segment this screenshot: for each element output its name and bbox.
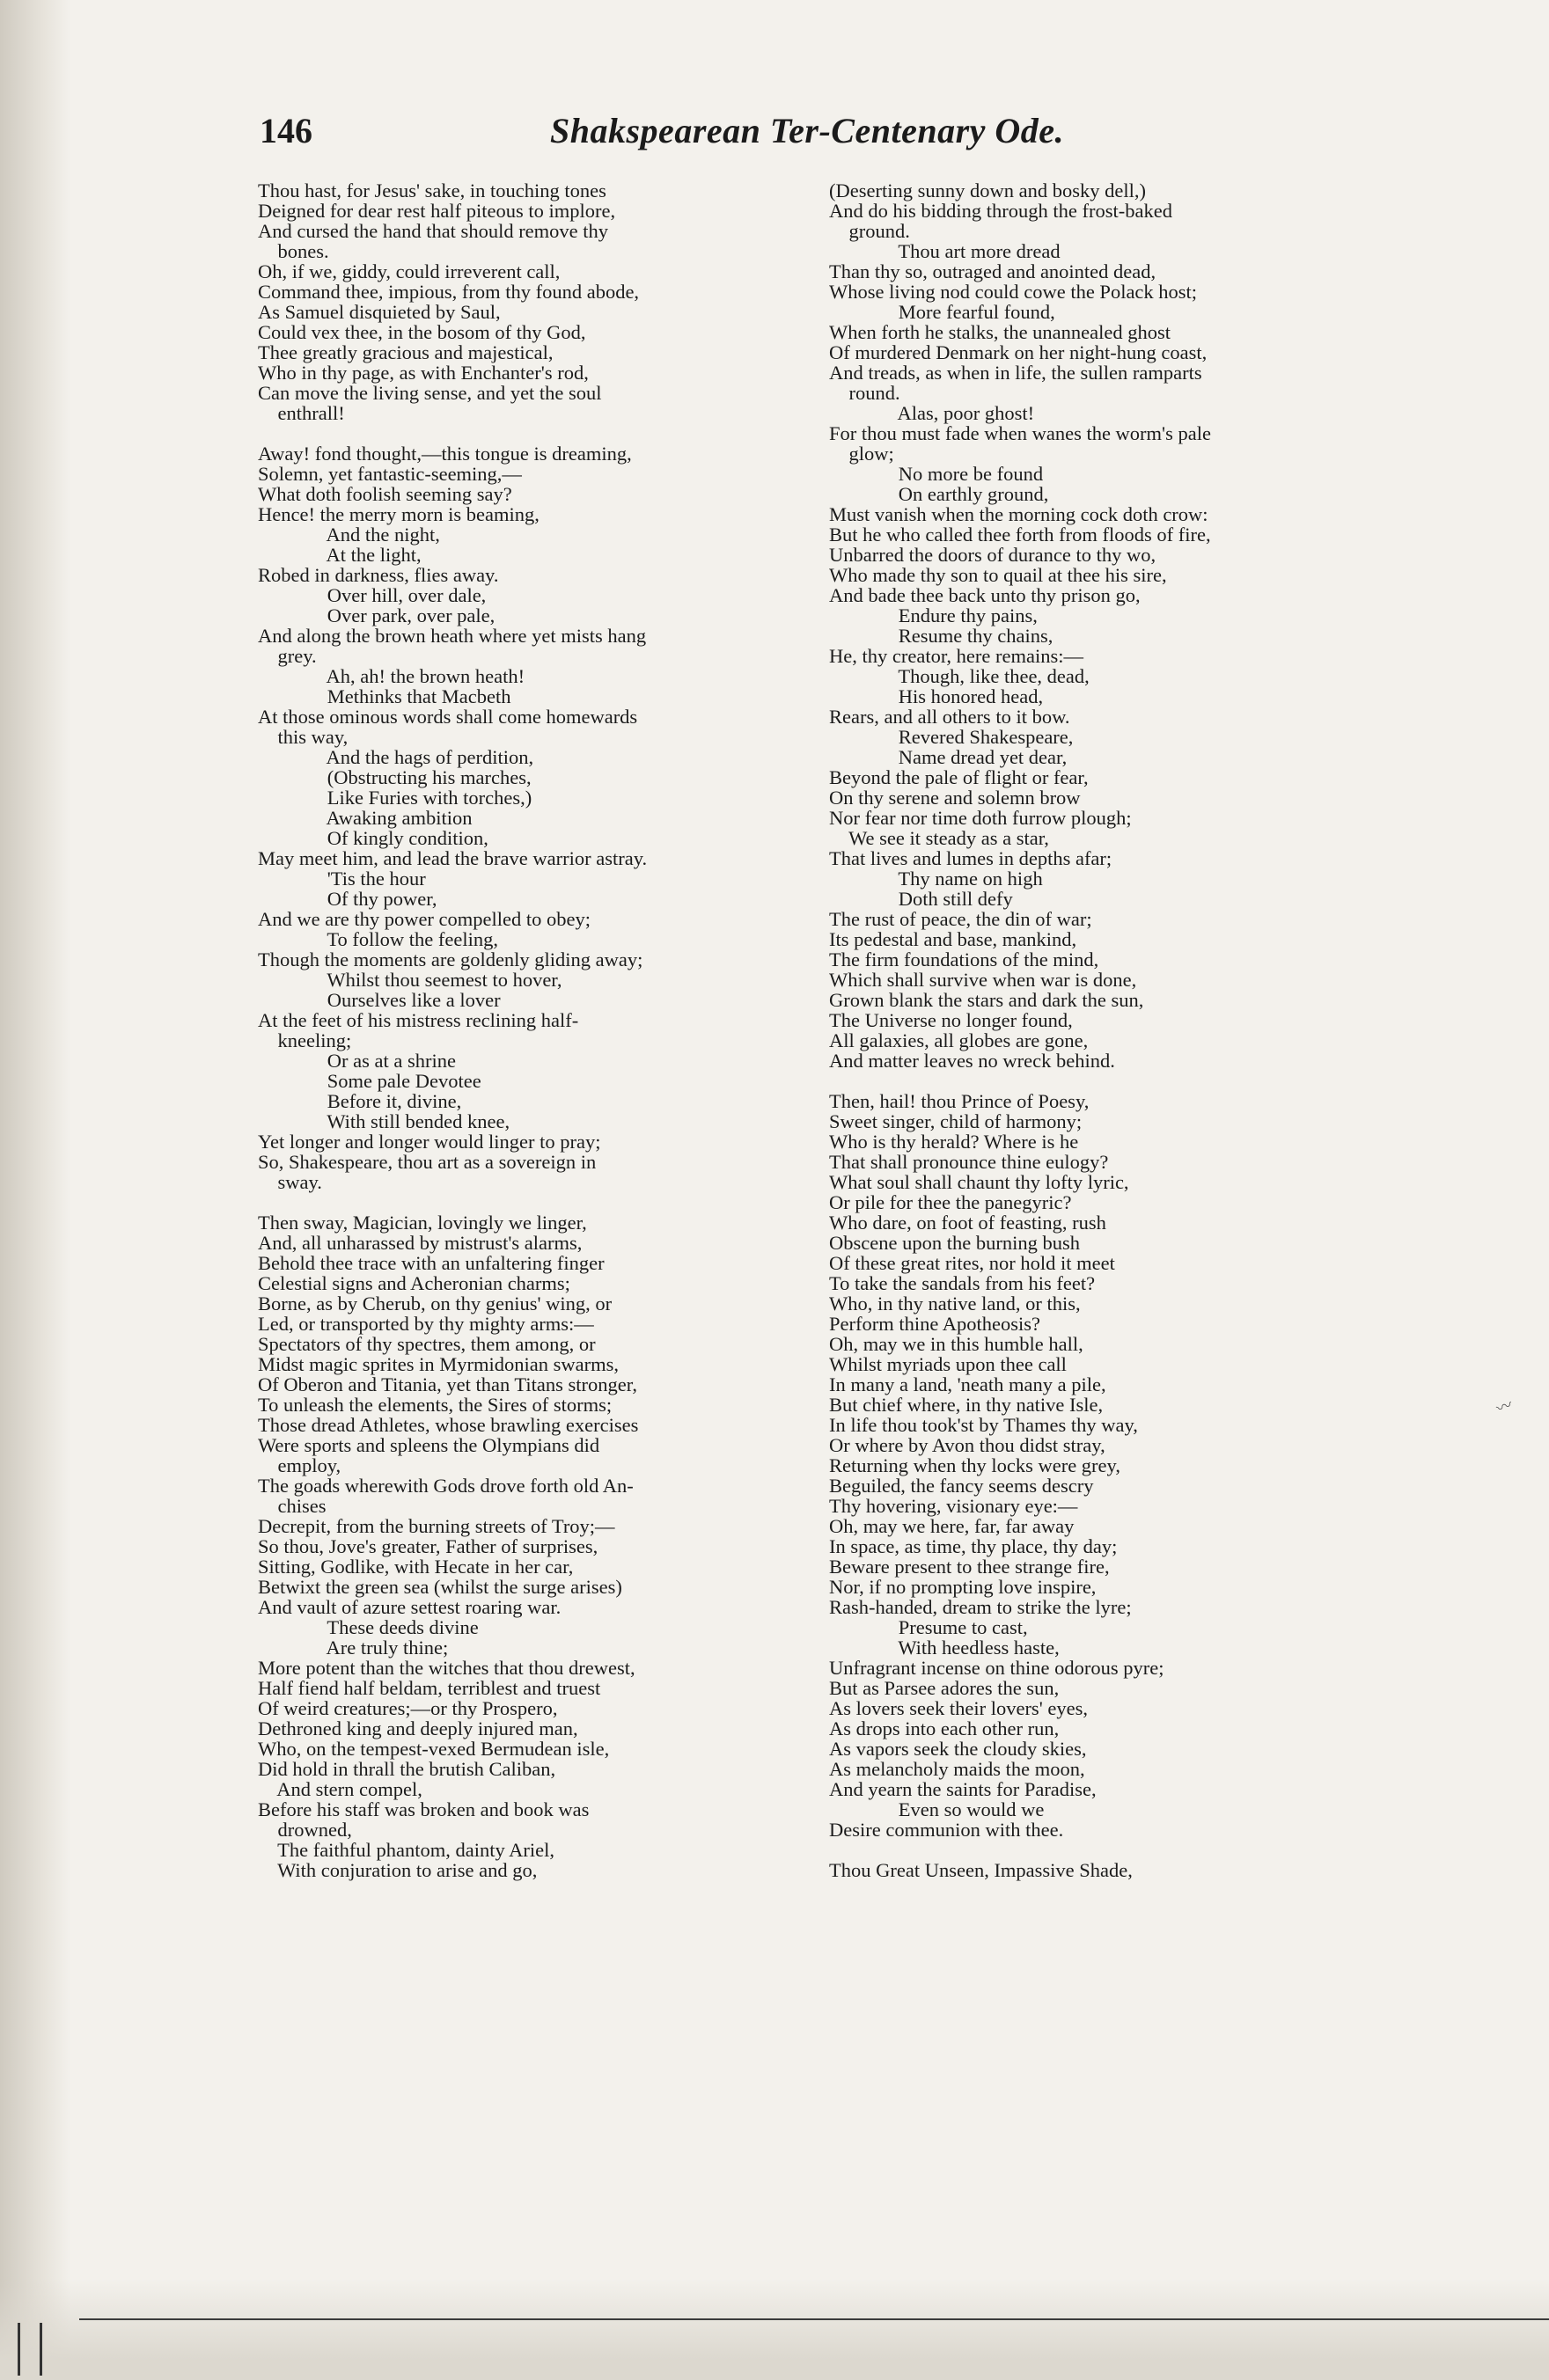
poem-line: What soul shall chaunt thy lofty lyric, <box>829 1171 1129 1193</box>
poem-line: At the feet of his mistress reclining half- <box>258 1009 579 1031</box>
poem-line: kneeling; <box>258 1029 352 1051</box>
poem-line: Who in thy page, as with Enchanter's rod, <box>258 362 589 384</box>
stray-ink-mark: 〰 <box>1494 1395 1516 1418</box>
poem-line: Even so would we <box>829 1798 1045 1820</box>
poem-line: Thy name on high <box>829 868 1043 890</box>
page-number: 146 <box>260 111 312 150</box>
poem-line: Celestial signs and Acheronian charms; <box>258 1272 570 1294</box>
poem-line: Over park, over pale, <box>258 604 496 626</box>
poem-line: As melancholy maids the moon, <box>829 1758 1085 1780</box>
poem-line: Awaking ambition <box>258 807 473 829</box>
poem-line: And cursed the hand that should remove thy <box>258 220 609 242</box>
poem-line: Thou Great Unseen, Impassive Shade, <box>829 1859 1133 1881</box>
poem-line: Revered Shakespeare, <box>829 726 1074 748</box>
poem-line: On earthly ground, <box>829 483 1049 505</box>
poem-line: drowned, <box>258 1819 352 1841</box>
poem-line <box>829 1840 1384 1860</box>
poem-line: Though the moments are goldenly gliding away; <box>258 948 643 970</box>
poem-line: Alas, poor ghost! <box>829 402 1035 424</box>
page-gutter-shadow <box>0 0 70 2380</box>
poem-line: Or pile for thee the panegyric? <box>829 1191 1072 1213</box>
poem-line: Nor, if no prompting love inspire, <box>829 1576 1097 1598</box>
poem-line: But as Parsee adores the sun, <box>829 1677 1060 1699</box>
poem-line: More potent than the witches that thou drewest, <box>258 1657 635 1679</box>
poem-line: Grown blank the stars and dark the sun, <box>829 989 1144 1011</box>
poem-line: He, thy creator, here remains:— <box>829 645 1083 667</box>
poem-line: Rash-handed, dream to strike the lyre; <box>829 1596 1132 1618</box>
poem-line: Before it, divine, <box>258 1090 462 1112</box>
poem-line: Beguiled, the fancy seems descry <box>829 1475 1094 1497</box>
poem-line: Decrepit, from the burning streets of Troy;— <box>258 1515 615 1537</box>
poem-line: 'Tis the hour <box>258 868 426 890</box>
poem-line: Sweet singer, child of harmony; <box>829 1110 1083 1132</box>
poem-line: Betwixt the green sea (whilst the surge arises) <box>258 1576 622 1598</box>
poem-line: Then sway, Magician, lovingly we linger, <box>258 1212 587 1234</box>
poem-line: bones. <box>258 240 329 262</box>
poem-line <box>258 1192 786 1212</box>
poem-line: That lives and lumes in depths afar; <box>829 847 1112 869</box>
poem-line <box>829 1071 1384 1091</box>
poem-line: Of thy power, <box>258 888 437 910</box>
poem-line: As vapors seek the cloudy skies, <box>829 1738 1087 1760</box>
poem-line: Can move the living sense, and yet the soul <box>258 382 602 404</box>
poem-line: But chief where, in thy native Isle, <box>829 1394 1104 1416</box>
poem-line: Presume to cast, <box>829 1616 1028 1638</box>
poem-line: chises <box>258 1495 327 1517</box>
left-column <box>258 180 786 1880</box>
poem-line: Oh, may we here, far, far away <box>829 1515 1075 1537</box>
page-header <box>260 110 1333 163</box>
page-bottom-shadow <box>0 2279 1549 2380</box>
poem-line: Solemn, yet fantastic-seeming,— <box>258 463 522 485</box>
poem-line: The firm foundations of the mind, <box>829 948 1099 970</box>
poem-line: And matter leaves no wreck behind. <box>829 1050 1115 1072</box>
poem-line: Spectators of thy spectres, them among, or <box>258 1333 596 1355</box>
poem-line: And do his bidding through the frost-baked <box>829 200 1172 222</box>
poem-line: As Samuel disquieted by Saul, <box>258 301 501 323</box>
poem-line: Of murdered Denmark on her night-hung coast, <box>829 341 1208 363</box>
poem-line: And bade thee back unto thy prison go, <box>829 584 1141 606</box>
poem-line: As drops into each other run, <box>829 1717 1060 1739</box>
poem-line: Oh, if we, giddy, could irreverent call, <box>258 260 561 282</box>
poem-line: glow; <box>829 443 894 465</box>
poem-line: Deigned for dear rest half piteous to implore, <box>258 200 616 222</box>
bottom-rule <box>79 2318 1549 2320</box>
poem-line: Thee greatly gracious and majestical, <box>258 341 554 363</box>
poem-line <box>258 423 786 443</box>
poem-line: Could vex thee, in the bosom of thy God, <box>258 321 586 343</box>
poem-line: With heedless haste, <box>829 1637 1060 1659</box>
poem-line: That shall pronounce thine eulogy? <box>829 1151 1109 1173</box>
poem-line: Its pedestal and base, mankind, <box>829 928 1077 950</box>
poem-line: And stern compel, <box>258 1778 422 1800</box>
right-column <box>829 180 1384 1880</box>
poem-line: round. <box>829 382 900 404</box>
poem-line: Behold thee trace with an unfaltering finger <box>258 1252 605 1274</box>
poem-line: Name dread yet dear, <box>829 746 1068 768</box>
poem-line: And the night, <box>258 524 440 546</box>
poem-line: But he who called thee forth from floods of fire, <box>829 524 1211 546</box>
poem-line: Yet longer and longer would linger to pray; <box>258 1131 601 1153</box>
poem-line: Who, on the tempest-vexed Bermudean isle, <box>258 1738 610 1760</box>
poem-line: The rust of peace, the din of war; <box>829 908 1092 930</box>
poem-line: Dethroned king and deeply injured man, <box>258 1717 578 1739</box>
poem-line: Which shall survive when war is done, <box>829 969 1137 991</box>
poem-line: Whose living nod could cowe the Polack host; <box>829 281 1198 303</box>
poem-line: Midst magic sprites in Myrmidonian swarms, <box>258 1353 619 1375</box>
poem-line: We see it steady as a star, <box>829 827 1049 849</box>
poem-line: Or as at a shrine <box>258 1050 456 1072</box>
poem-line: Nor fear nor time doth furrow plough; <box>829 807 1132 829</box>
poem-line: And the hags of perdition, <box>258 746 534 768</box>
poem-line: And, all unharassed by mistrust's alarms, <box>258 1232 583 1254</box>
poem-line: Ah, ah! the brown heath! <box>258 665 525 687</box>
poem-line: More fearful found, <box>829 301 1055 323</box>
poem-line: These deeds divine <box>258 1616 479 1638</box>
poem-line: Led, or transported by thy mighty arms:— <box>258 1313 594 1335</box>
poem-line: And vault of azure settest roaring war. <box>258 1596 562 1618</box>
poem-line: The faithful phantom, dainty Ariel, <box>258 1839 555 1861</box>
poem-line: So, Shakespeare, thou art as a sovereign in <box>258 1151 597 1173</box>
poem-line: Thou hast, for Jesus' sake, in touching tones <box>258 179 606 201</box>
poem-line: Thou art more dread <box>829 240 1061 262</box>
poem-line: Endure thy pains, <box>829 604 1038 626</box>
poem-line: And treads, as when in life, the sullen ramparts <box>829 362 1202 384</box>
poem-line: Borne, as by Cherub, on thy genius' wing, or <box>258 1293 613 1314</box>
poem-line: In life thou took'st by Thames thy way, <box>829 1414 1138 1436</box>
poem-line: Resume thy chains, <box>829 625 1053 647</box>
poem-line: Of these great rites, nor hold it meet <box>829 1252 1115 1274</box>
poem-line: Were sports and spleens the Olympians did <box>258 1434 600 1456</box>
poem-line: In many a land, 'neath many a pile, <box>829 1373 1106 1395</box>
poem-line: Half fiend half beldam, terriblest and truest <box>258 1677 601 1699</box>
poem-line: At the light, <box>258 544 422 566</box>
poem-line: Or where by Avon thou didst stray, <box>829 1434 1105 1456</box>
poem-line: employ, <box>258 1454 341 1476</box>
poem-line: sway. <box>258 1171 322 1193</box>
poem-line: Hence! the merry morn is beaming, <box>258 503 540 525</box>
poem-line: His honored head, <box>829 685 1044 707</box>
poem-line: With still bended knee, <box>258 1110 510 1132</box>
poem-line: When forth he stalks, the unannealed ghost <box>829 321 1171 343</box>
poem-line: And yearn the saints for Paradise, <box>829 1778 1097 1800</box>
poem-line: Beware present to thee strange fire, <box>829 1556 1110 1578</box>
poem-line: And we are thy power compelled to obey; <box>258 908 591 930</box>
poem-line: this way, <box>258 726 349 748</box>
poem-line: On thy serene and solemn brow <box>829 787 1081 809</box>
poem-line: Who dare, on foot of feasting, rush <box>829 1212 1106 1234</box>
poem-line: Before his staff was broken and book was <box>258 1798 590 1820</box>
poem-line: Must vanish when the morning cock doth crow: <box>829 503 1208 525</box>
poem-line: The Universe no longer found, <box>829 1009 1073 1031</box>
poem-line: Who is thy herald? Where is he <box>829 1131 1079 1153</box>
poem-line: Are truly thine; <box>258 1637 449 1659</box>
poem-line: Oh, may we in this humble hall, <box>829 1333 1083 1355</box>
poem-line: To unleash the elements, the Sires of storms; <box>258 1394 613 1416</box>
poem-line: Command thee, impious, from thy found abode, <box>258 281 640 303</box>
poem-line: Unbarred the doors of durance to thy wo, <box>829 544 1156 566</box>
poem-line: Desire communion with thee. <box>829 1819 1064 1841</box>
poem-line: Of kingly condition, <box>258 827 488 849</box>
poem-line: The goads wherewith Gods drove forth old An- <box>258 1475 634 1497</box>
poem-line: Than thy so, outraged and anointed dead, <box>829 260 1156 282</box>
poem-line: Who made thy son to quail at thee his sire, <box>829 564 1167 586</box>
poem-line: As lovers seek their lovers' eyes, <box>829 1697 1088 1719</box>
poem-line: May meet him, and lead the brave warrior astray. <box>258 847 648 869</box>
poem-line: So thou, Jove's greater, Father of surprises, <box>258 1535 598 1557</box>
running-title: Shakspearean Ter-Centenary Ode. <box>550 111 1065 150</box>
poem-line: (Obstructing his marches, <box>258 766 532 788</box>
binding-mark <box>18 2323 42 2376</box>
poem-line: Of Oberon and Titania, yet than Titans stronger, <box>258 1373 637 1395</box>
poem-line: Of weird creatures;—or thy Prospero, <box>258 1697 558 1719</box>
poem-line: To take the sandals from his feet? <box>829 1272 1096 1294</box>
poem-line: Away! fond thought,—this tongue is dreaming, <box>258 443 632 465</box>
poem-line: In space, as time, thy place, thy day; <box>829 1535 1118 1557</box>
poem-line: Who, in thy native land, or this, <box>829 1293 1081 1314</box>
poem-line: Though, like thee, dead, <box>829 665 1090 687</box>
poem-line: Some pale Devotee <box>258 1070 481 1092</box>
poem-line: Whilst thou seemest to hover, <box>258 969 562 991</box>
poem-line: Over hill, over dale, <box>258 584 487 606</box>
poem-line: Then, hail! thou Prince of Poesy, <box>829 1090 1090 1112</box>
poem-line: Beyond the pale of flight or fear, <box>829 766 1089 788</box>
poem-line: What doth foolish seeming say? <box>258 483 512 505</box>
poem-line: Robed in darkness, flies away. <box>258 564 499 586</box>
poem-line: ground. <box>829 220 910 242</box>
poem-line: Unfragrant incense on thine odorous pyre; <box>829 1657 1164 1679</box>
poem-line: At those ominous words shall come homewards <box>258 706 638 728</box>
poem-line: Perform thine Apotheosis? <box>829 1313 1040 1335</box>
poem-line: And along the brown heath where yet mists hang <box>258 625 647 647</box>
poem-line: Those dread Athletes, whose brawling exercises <box>258 1414 639 1436</box>
poem-line: Obscene upon the burning bush <box>829 1232 1080 1254</box>
poem-line: Ourselves like a lover <box>258 989 501 1011</box>
poem-line: With conjuration to arise and go, <box>258 1859 538 1881</box>
poem-line: For thou must fade when wanes the worm's pale <box>829 422 1211 444</box>
poem-line: Sitting, Godlike, with Hecate in her car, <box>258 1556 574 1578</box>
poem-line: No more be found <box>829 463 1044 485</box>
poem-line: Returning when thy locks were grey, <box>829 1454 1120 1476</box>
poem-line: Methinks that Macbeth <box>258 685 511 707</box>
poem-line: Like Furies with torches,) <box>258 787 532 809</box>
poem-line: (Deserting sunny down and bosky dell,) <box>829 179 1146 201</box>
poem-line: Rears, and all others to it bow. <box>829 706 1070 728</box>
poem-line: Did hold in thrall the brutish Caliban, <box>258 1758 556 1780</box>
poem-line: Whilst myriads upon thee call <box>829 1353 1067 1375</box>
poem-line: Thy hovering, visionary eye:— <box>829 1495 1078 1517</box>
poem-line: enthrall! <box>258 402 345 424</box>
poem-line: To follow the feeling, <box>258 928 498 950</box>
poem-line: All galaxies, all globes are gone, <box>829 1029 1089 1051</box>
poem-line: Doth still defy <box>829 888 1013 910</box>
poem-line: grey. <box>258 645 317 667</box>
